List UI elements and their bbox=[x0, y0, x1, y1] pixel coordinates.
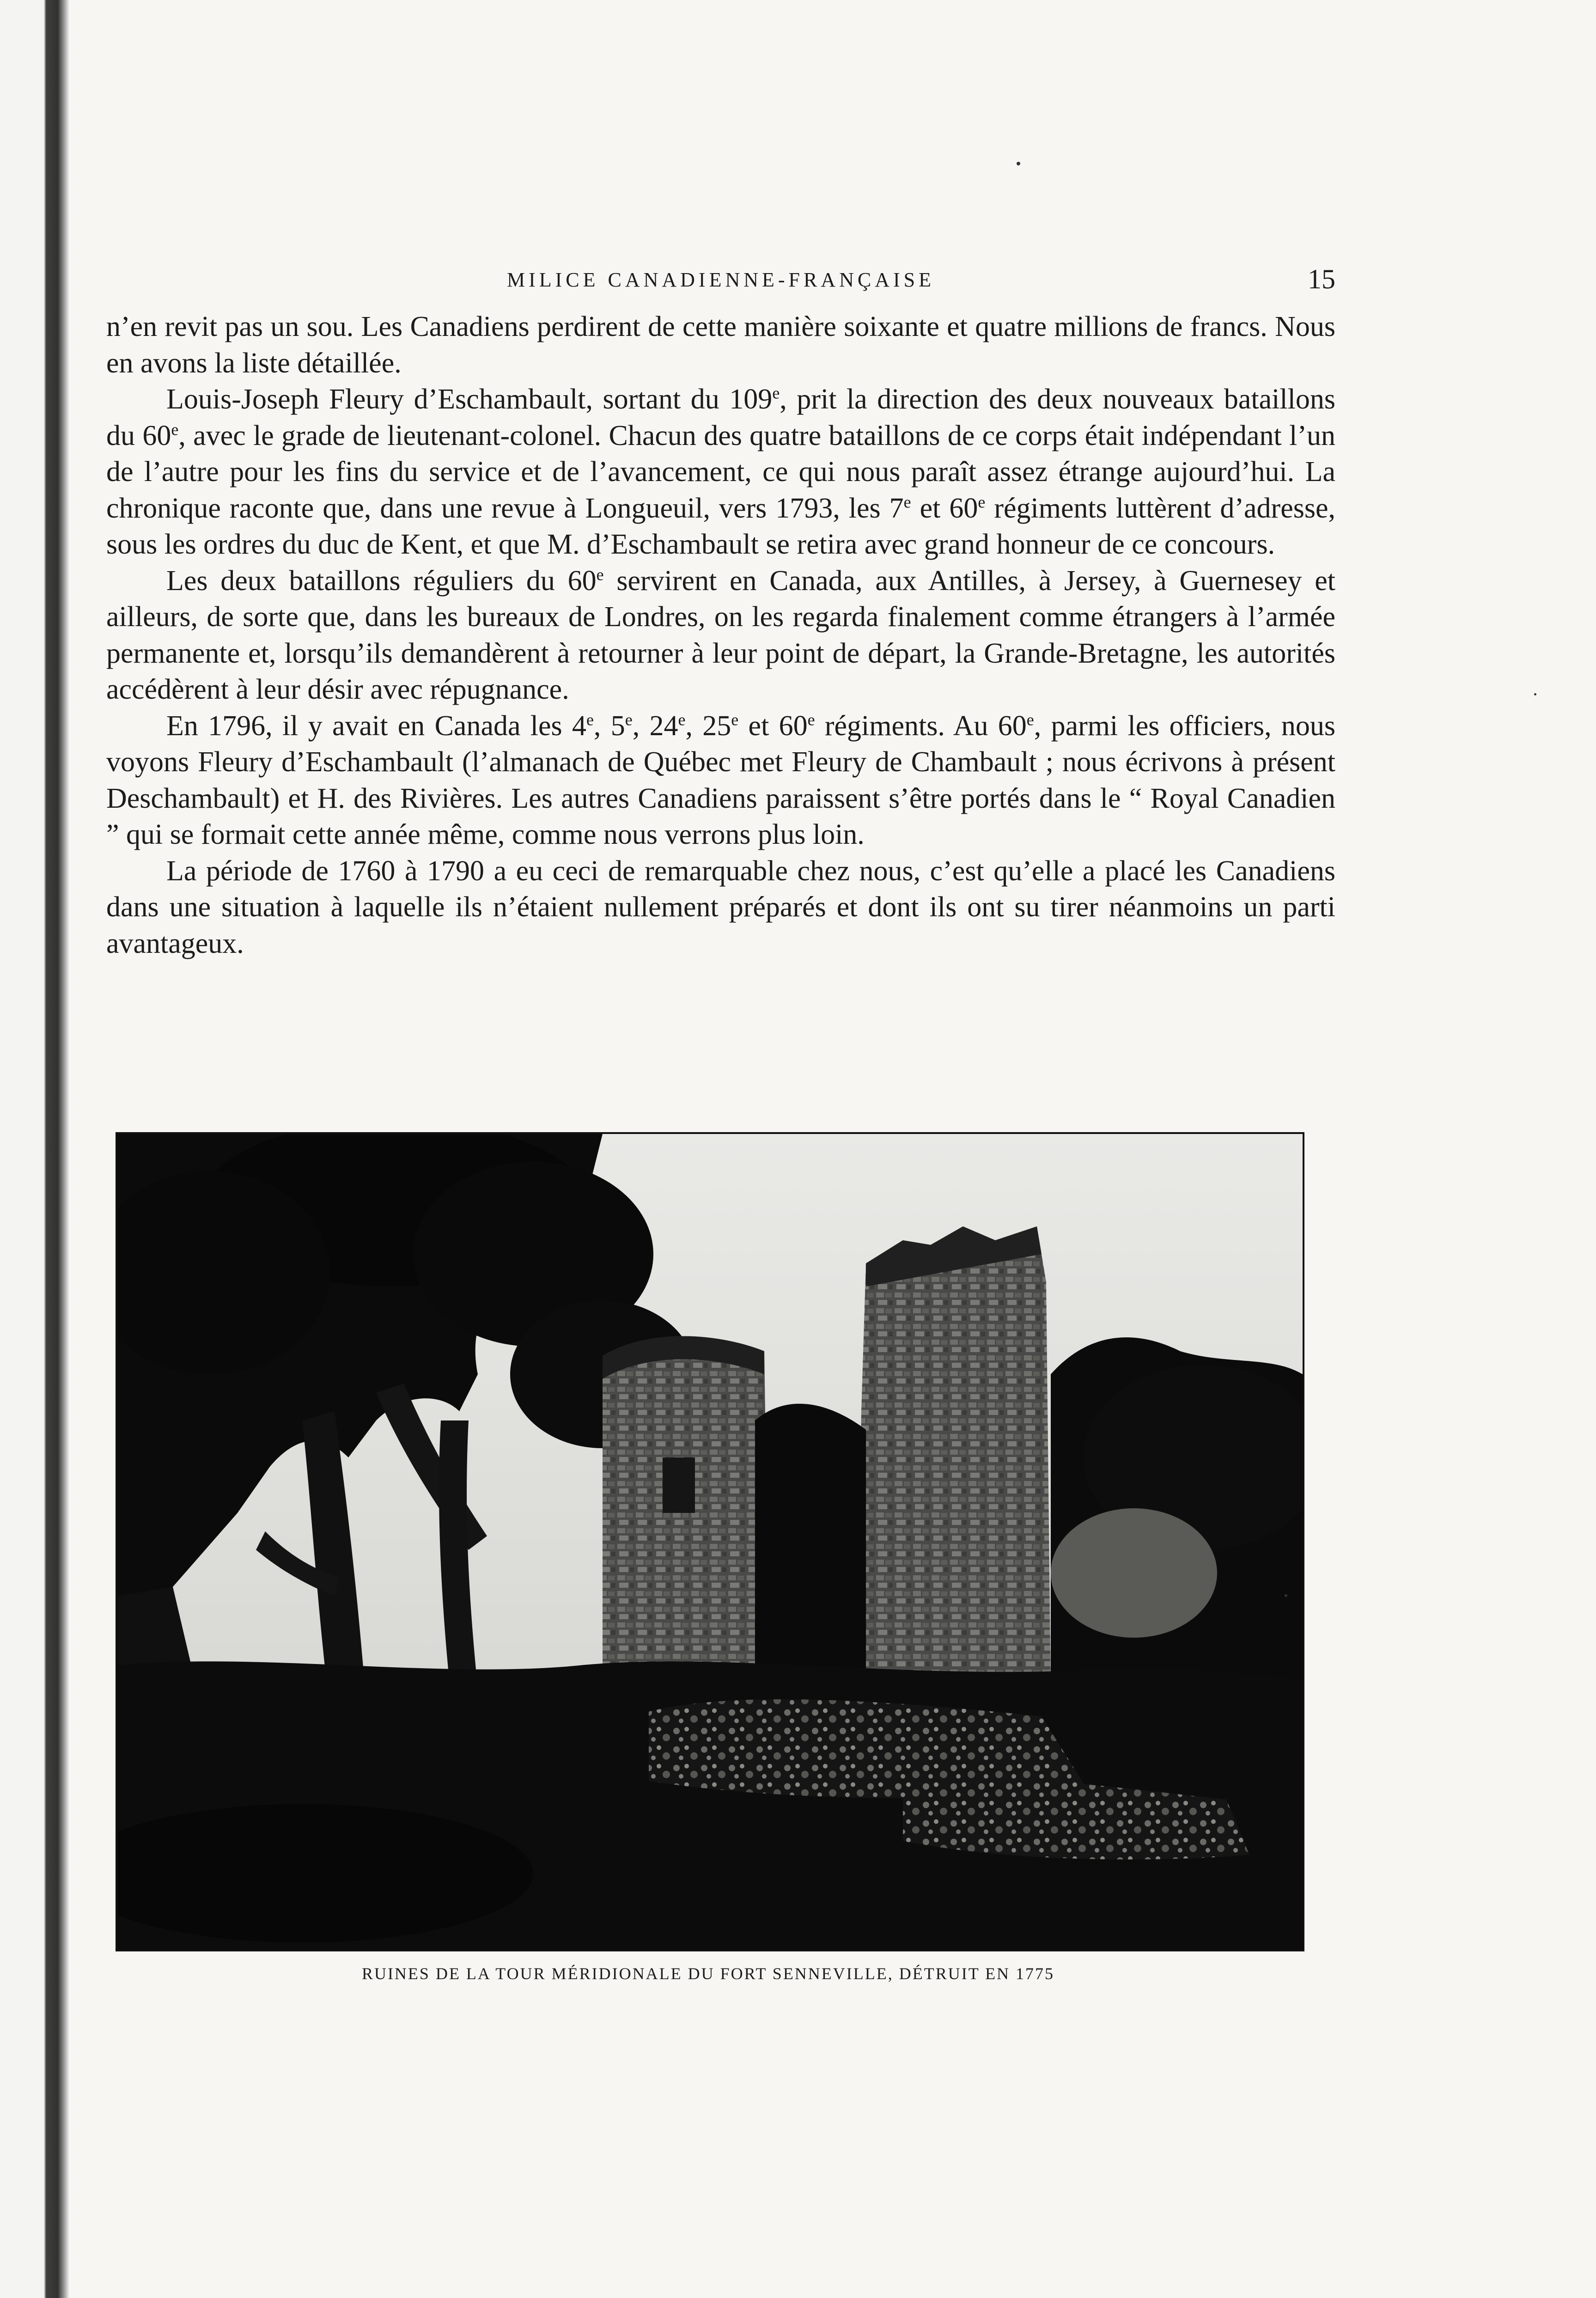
ordinal-superscript: e bbox=[731, 710, 739, 729]
running-head bbox=[106, 263, 1335, 305]
paragraph bbox=[106, 381, 1335, 563]
text-run: Louis-Joseph Fleury d’Eschambault, sortant du 109 bbox=[166, 384, 773, 415]
text-run: En 1796, il y avait en Canada les 4 bbox=[166, 710, 586, 742]
ordinal-superscript: e bbox=[978, 492, 986, 511]
text-run: , 5 bbox=[593, 710, 625, 742]
ordinal-superscript: e bbox=[625, 710, 633, 729]
text-run: régiments luttèrent d’adresse, sous les ordres du duc de Kent, et que M. d’Eschambault se retira avec grand honneur de ce concours. bbox=[106, 492, 1335, 560]
figure-caption: RUINES DE LA TOUR MÉRIDIONALE DU FORT SENNEVILLE, DÉTRUIT EN 1775 bbox=[361, 1964, 1055, 1983]
ordinal-superscript: e bbox=[903, 492, 911, 511]
paragraph bbox=[106, 563, 1335, 708]
paragraph bbox=[106, 309, 1335, 381]
paragraph bbox=[106, 853, 1335, 962]
ordinal-superscript: e bbox=[1026, 710, 1034, 729]
body-text bbox=[106, 309, 1335, 962]
text-run: , 25 bbox=[685, 710, 731, 742]
ordinal-superscript: e bbox=[586, 710, 594, 729]
text-run: La période de 1760 à 1790 a eu ceci de remarquable chez nous, c’est qu’elle a placé les Canadiens dans une situation à laquelle ils n’étaient nullement préparés et dont ils ont su tirer néanmoins un parti avantageux. bbox=[106, 855, 1335, 959]
page-number: 15 bbox=[1308, 264, 1335, 294]
paragraph bbox=[106, 708, 1335, 853]
ordinal-superscript: e bbox=[807, 710, 815, 729]
ruins-photo bbox=[117, 1134, 1303, 1950]
text-run: régiments. Au 60 bbox=[815, 710, 1027, 742]
text-run: , 24 bbox=[632, 710, 678, 742]
text-run: , avec le grade de lieutenant-colonel. Chacun des quatre bataillons de ce corps était indépendant l’un de l’autre pour les fins du service et de l’avancement, ce qui nous paraît assez étrange aujourd’hui. La chronique raconte que, dans une revue à Longueuil, vers 1793, les 7 bbox=[106, 420, 1335, 524]
scan-speck bbox=[1017, 162, 1020, 165]
text-run: , parmi les officiers, nous voyons Fleury d’Eschambault (l’almanach de Québec met Fleury de Chambault ; nous écrivons à présent Deschambault) et H. des Rivières. Les autres Canadiens paraissent s’être portés dans le “ Royal Canadien ” qui se formait cette année même, comme nous verrons plus loin. bbox=[106, 710, 1335, 850]
text-run: servirent en Canada, aux Antilles, à Jersey, à Guernesey et ailleurs, de sorte que, dans les bureaux de Londres, on les regarda finalement comme étrangers à l’armée permanente et, lorsqu’ils demandèrent à retourner à leur point de départ, la Grande-Bretagne, les autorités accédèrent à leur désir avec répugnance. bbox=[106, 565, 1336, 705]
text-run: , prit la direction des deux nouveaux bataillons du 60 bbox=[106, 384, 1335, 451]
text-run: et 60 bbox=[911, 492, 978, 524]
ordinal-superscript: e bbox=[596, 565, 604, 584]
page bbox=[106, 263, 1335, 962]
text-run: Les deux bataillons réguliers du 60 bbox=[166, 565, 597, 597]
ordinal-superscript: e bbox=[171, 420, 179, 439]
text-run: n’en revit pas un sou. Les Canadiens perdirent de cette manière soixante et quatre millions de francs. Nous en avons la liste détaillée. bbox=[106, 311, 1335, 379]
ordinal-superscript: e bbox=[772, 384, 780, 402]
ordinal-superscript: e bbox=[678, 710, 686, 729]
scan-speck bbox=[1285, 1594, 1287, 1597]
scan-binding-edge bbox=[0, 0, 69, 2298]
photo-figure bbox=[116, 1132, 1304, 1951]
text-run: et 60 bbox=[738, 710, 808, 742]
scan-speck bbox=[1534, 693, 1536, 695]
running-head-title: MILICE CANADIENNE-FRANÇAISE bbox=[506, 268, 935, 291]
